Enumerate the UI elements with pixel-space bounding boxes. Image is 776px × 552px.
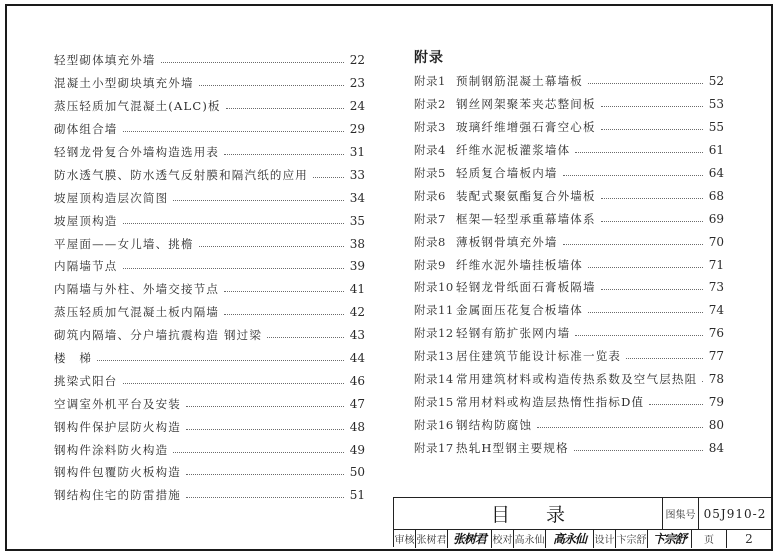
toc-entry-page: 47 — [349, 396, 365, 411]
checker-signature: 高永仙 — [546, 529, 594, 548]
toc-entry-page: 64 — [708, 166, 724, 180]
toc-entry-title: 空调室外机平台及安装 — [54, 396, 181, 411]
toc-entry-title: 砌筑内隔墙、分户墙抗震构造 钢过梁 — [54, 328, 263, 343]
toc-entry-title: 内隔墙节点 — [54, 259, 118, 274]
toc-entry[interactable] — [54, 118, 365, 141]
toc-entry-title: 薄板钢骨填充外墙 — [456, 234, 558, 249]
toc-entry[interactable] — [54, 301, 365, 324]
toc-entry-page: 78 — [708, 372, 724, 387]
toc-entry-page: 43 — [349, 328, 365, 343]
appendix-entry[interactable] — [414, 93, 724, 116]
toc-entry-page: 68 — [708, 188, 724, 203]
dot-leader — [173, 451, 344, 453]
toc-entry-title: 钢构件保护层防火构造 — [54, 419, 181, 434]
appendix-entry[interactable] — [414, 230, 724, 253]
appendix-number: 附录2 — [414, 97, 446, 112]
dot-leader — [601, 220, 703, 222]
page-number: 2 — [745, 531, 753, 546]
design-label: 设计 — [594, 529, 616, 548]
toc-entry-page: 35 — [349, 213, 365, 228]
toc-entry-page: 41 — [349, 282, 365, 297]
dot-leader — [267, 336, 344, 338]
dot-leader — [224, 290, 344, 292]
appendix-number: 附录4 — [414, 143, 446, 158]
toc-entry-page: 53 — [708, 97, 724, 112]
sheet-title: 目录 — [394, 498, 663, 529]
toc-entry-title: 混凝土小型砌块填充外墙 — [54, 76, 194, 91]
toc-entry-page: 61 — [708, 143, 724, 158]
reviewer-signature: 张树君 — [448, 529, 492, 548]
toc-entry-page: 70 — [708, 234, 724, 249]
dot-leader — [226, 107, 344, 109]
appendix-entry[interactable] — [414, 253, 724, 276]
checker-name: 高永仙 — [514, 529, 546, 548]
toc-entry-page: 38 — [349, 236, 365, 251]
toc-entry[interactable] — [54, 369, 365, 392]
appendix-entry[interactable] — [414, 345, 724, 368]
toc-entry-page: 49 — [349, 442, 365, 457]
toc-entry-title: 挑梁式阳台 — [54, 373, 118, 388]
toc-entry-title: 蒸压轻质加气混凝土(ALC)板 — [54, 99, 221, 114]
toc-entry[interactable] — [54, 461, 365, 484]
dot-leader — [574, 449, 703, 451]
appendix-heading: 附录 — [414, 50, 444, 66]
toc-entry-title: 轻质复合墙板内墙 — [456, 166, 558, 180]
toc-entry-title: 纤维水泥板灌浆墙体 — [456, 143, 571, 158]
dot-leader — [601, 105, 703, 107]
toc-entry[interactable] — [54, 438, 365, 461]
toc-entry-title: 防水透气膜、防水透气反射膜和隔汽纸的应用 — [54, 167, 308, 182]
toc-entry-page: 23 — [349, 76, 365, 91]
toc-entry-title: 轻型砌体填充外墙 — [54, 53, 156, 68]
toc-entry-title: 钢构件涂料防火构造 — [54, 442, 169, 457]
appendix-entry[interactable] — [414, 390, 724, 413]
dot-leader — [186, 496, 344, 498]
title-block-signature-row — [394, 529, 771, 548]
page-label: 页 — [692, 529, 727, 548]
toc-entry-title: 砌体组合墙 — [54, 122, 118, 137]
atlas-number-value: 05J910-2 — [703, 506, 767, 521]
toc-entry-title: 钢结构住宅的防雷措施 — [54, 488, 181, 503]
appendix-entry[interactable] — [414, 139, 724, 162]
appendix-entry[interactable] — [414, 162, 724, 185]
toc-entry-page: 80 — [708, 417, 724, 432]
toc-entry-title: 金属面压花复合板墙体 — [456, 303, 583, 318]
toc-left-column — [54, 49, 365, 507]
toc-entry[interactable] — [54, 232, 365, 255]
toc-entry-page: 77 — [708, 349, 724, 364]
toc-entry[interactable] — [54, 209, 365, 232]
toc-entry-page: 84 — [708, 440, 724, 455]
appendix-number: 附录13 — [414, 349, 454, 364]
toc-entry-title: 钢构件包覆防火板构造 — [54, 465, 181, 480]
toc-entry-title: 钢丝网架聚苯夹芯整间板 — [456, 97, 596, 112]
dot-leader — [588, 311, 703, 313]
appendix-number: 附录7 — [414, 211, 446, 226]
toc-entry[interactable] — [54, 278, 365, 301]
toc-entry-title: 坡屋顶构造 — [54, 213, 118, 228]
toc-entry-page: 22 — [349, 53, 365, 68]
dot-leader — [123, 130, 345, 132]
toc-entry-title: 轻钢龙骨复合外墙构造选用表 — [54, 145, 220, 159]
toc-entry-page: 50 — [349, 465, 365, 480]
toc-entry[interactable] — [54, 163, 365, 186]
atlas-number-label: 图集号 — [663, 498, 699, 529]
toc-entry-page: 46 — [349, 373, 365, 388]
toc-entry[interactable] — [54, 186, 365, 209]
appendix-number: 附录14 — [414, 372, 454, 387]
dot-leader — [588, 266, 703, 268]
dot-leader — [313, 176, 344, 178]
dot-leader — [186, 428, 344, 430]
toc-entry[interactable] — [54, 347, 365, 370]
toc-entry-title: 常用建筑材料或构造传热系数及空气层热阻 — [456, 372, 698, 387]
dot-leader — [563, 243, 703, 245]
toc-entry-title: 轻钢有筋扩张网内墙 — [456, 326, 571, 341]
dot-leader — [199, 245, 344, 247]
toc-entry-title: 纤维水泥外墙挂板墙体 — [456, 257, 583, 272]
toc-entry[interactable] — [54, 324, 365, 347]
title-block — [393, 497, 771, 547]
dot-leader — [575, 334, 703, 336]
appendix-number: 附录11 — [414, 303, 454, 318]
toc-entry-page: 48 — [349, 419, 365, 434]
appendix-entry[interactable] — [414, 70, 724, 93]
check-label: 校对 — [492, 529, 514, 548]
dot-leader — [186, 405, 344, 407]
appendix-number: 附录1 — [414, 74, 446, 89]
appendix-number: 附录6 — [414, 188, 446, 203]
toc-entry-title: 蒸压轻质加气混凝土板内隔墙 — [54, 305, 220, 320]
toc-entry-title: 楼 梯 — [54, 351, 93, 366]
appendix-entry[interactable] — [414, 368, 724, 391]
toc-entry-page: 34 — [349, 190, 365, 205]
reviewer-name: 张树君 — [416, 529, 448, 548]
toc-entry-page: 51 — [349, 488, 365, 503]
toc-entry-page: 79 — [708, 394, 724, 409]
toc-entry-page: 74 — [708, 303, 724, 318]
toc-entry-page: 42 — [349, 305, 365, 320]
toc-entry-page: 52 — [708, 74, 724, 89]
appendix-number: 附录3 — [414, 120, 446, 135]
dot-leader — [626, 357, 703, 359]
toc-entry[interactable] — [54, 95, 365, 118]
toc-entry-title: 装配式聚氨酯复合外墙板 — [456, 188, 596, 203]
toc-right-column — [414, 47, 724, 459]
appendix-number: 附录15 — [414, 394, 454, 409]
appendix-number: 附录9 — [414, 257, 446, 272]
toc-entry-page: 73 — [708, 280, 724, 295]
appendix-entry[interactable] — [414, 207, 724, 230]
dot-leader — [173, 199, 344, 201]
toc-entry-title: 热轧H型钢主要规格 — [456, 440, 569, 455]
toc-entry-title: 常用材料或构造层热惰性指标D值 — [456, 394, 645, 409]
toc-entry-title: 居住建筑节能设计标准一览表 — [456, 349, 622, 364]
toc-entry-page: 29 — [349, 122, 365, 137]
toc-entry-title: 钢结构防腐蚀 — [456, 417, 533, 432]
dot-leader — [161, 61, 344, 63]
dot-leader — [97, 359, 344, 361]
dot-leader — [123, 382, 345, 384]
toc-entry[interactable] — [54, 415, 365, 438]
toc-entry[interactable] — [54, 141, 365, 164]
toc-entry-page: 31 — [349, 145, 365, 159]
dot-leader — [601, 197, 703, 199]
dot-leader — [702, 380, 703, 382]
toc-entry-title: 玻璃纤维增强石膏空心板 — [456, 120, 596, 135]
toc-entry-title: 内隔墙与外柱、外墙交接节点 — [54, 282, 220, 297]
dot-leader — [563, 174, 703, 176]
appendix-entry[interactable] — [414, 184, 724, 207]
dot-leader — [601, 288, 703, 290]
toc-entry[interactable] — [54, 392, 365, 415]
appendix-number: 附录12 — [414, 326, 454, 341]
appendix-entry[interactable] — [414, 436, 724, 459]
appendix-number: 附录8 — [414, 234, 446, 249]
dot-leader — [199, 84, 344, 86]
dot-leader — [575, 151, 703, 153]
toc-entry-page: 44 — [349, 351, 365, 366]
dot-leader — [601, 128, 703, 130]
appendix-number: 附录5 — [414, 166, 446, 180]
dot-leader — [649, 403, 703, 405]
dot-leader — [224, 153, 344, 155]
appendix-entry[interactable] — [414, 276, 724, 299]
toc-entry-page: 71 — [708, 257, 724, 272]
toc-entry-page: 55 — [708, 120, 724, 135]
dot-leader — [588, 82, 703, 84]
toc-entry[interactable] — [54, 484, 365, 507]
toc-entry-title: 坡屋顶构造层次简图 — [54, 190, 169, 205]
appendix-number: 附录17 — [414, 440, 454, 455]
appendix-entry[interactable] — [414, 322, 724, 345]
toc-entry-title: 平屋面——女儿墙、挑檐 — [54, 236, 194, 251]
toc-entry-page: 39 — [349, 259, 365, 274]
dot-leader — [224, 313, 344, 315]
appendix-number: 附录16 — [414, 417, 454, 432]
dot-leader — [186, 473, 344, 475]
designer-signature: 卞宗舒 — [648, 529, 692, 548]
designer-name: 卞宗舒 — [616, 529, 648, 548]
appendix-entry[interactable] — [414, 413, 724, 436]
toc-entry-title: 框架—轻型承重幕墙体系 — [456, 211, 596, 226]
appendix-entry[interactable] — [414, 116, 724, 139]
dot-leader — [123, 222, 345, 224]
dot-leader — [537, 426, 703, 428]
appendix-number: 附录10 — [414, 280, 454, 295]
review-label: 审核 — [394, 529, 416, 548]
toc-entry[interactable] — [54, 49, 365, 72]
toc-entry-page: 33 — [349, 167, 365, 182]
toc-entry[interactable] — [54, 72, 365, 95]
toc-entry[interactable] — [54, 255, 365, 278]
dot-leader — [123, 267, 345, 269]
title-block-top-row — [394, 498, 771, 530]
toc-entry-page: 76 — [708, 326, 724, 341]
appendix-entry[interactable] — [414, 299, 724, 322]
toc-entry-page: 69 — [708, 211, 724, 226]
toc-entry-title: 轻钢龙骨纸面石膏板隔墙 — [456, 280, 596, 295]
toc-entry-page: 24 — [349, 99, 365, 114]
toc-entry-title: 预制钢筋混凝土幕墙板 — [456, 74, 583, 89]
